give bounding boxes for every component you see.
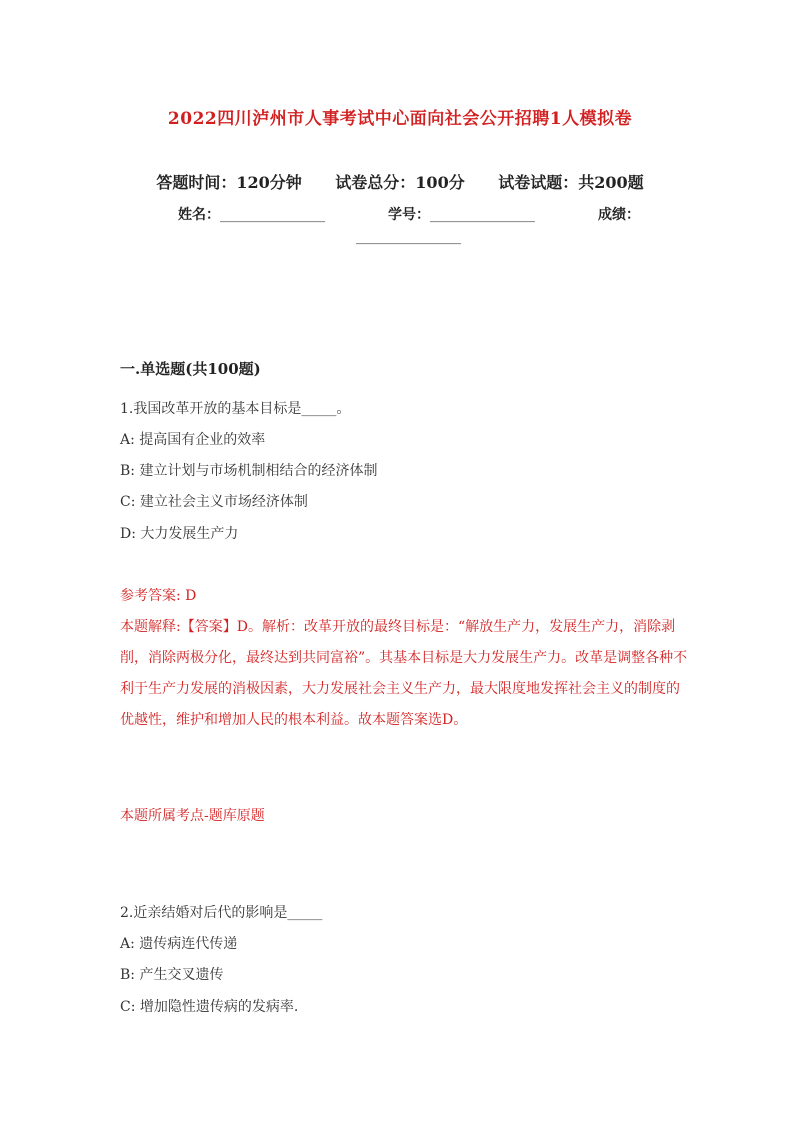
section-heading: 一.单选题(共100题) (120, 360, 261, 378)
name-blank: _______________ (220, 207, 325, 223)
exam-title: 2022四川泸州市人事考试中心面向社会公开招聘1人模拟卷 (167, 109, 633, 129)
question-1-answer: 参考答案: D (120, 588, 197, 604)
question-1-option-c: C: 建立社会主义市场经济体制 (120, 494, 308, 510)
question-1-option-d: D: 大力发展生产力 (120, 526, 239, 542)
student-id-label: 学号： (388, 207, 430, 223)
question-1-stem: 1.我国改革开放的基本目标是_____。 (120, 401, 351, 417)
question-1-explanation: 本题解释:【答案】D。解析：改革开放的最终目标是：“解放生产力，发展生产力，消除剥削，消除两极分化，最终达到共同富裕”。其基本目标是大力发展生产力。改革是调整各种不利于生产力发展的消极因素，大力发展社会主义生产力，最大限度地发挥社会主义的制度的优越性，维护和增加人民的根本利益。故本题答案选D。 (120, 619, 688, 728)
question-1-source: 本题所属考点-题库原题 (120, 808, 265, 824)
name-label: 姓名： (178, 207, 220, 223)
exam-meta (0, 170, 800, 193)
grade-blank: _______________ (356, 229, 461, 245)
student-id-blank: _______________ (430, 207, 535, 223)
exam-total-score: 试卷总分：100分 (335, 173, 465, 192)
question-2-option-b: B: 产生交叉遗传 (120, 967, 224, 983)
exam-time: 答题时间：120分钟 (156, 173, 302, 192)
exam-question-count: 试卷试题：共200题 (498, 173, 644, 192)
question-1-option-b: B: 建立计划与市场机制相结合的经济体制 (120, 463, 378, 479)
name-field (178, 204, 325, 224)
question-1-option-a: A: 提高国有企业的效率 (120, 432, 266, 448)
grade-field (598, 204, 640, 224)
question-2-option-a: A: 遗传病连代传递 (120, 936, 238, 952)
question-2-stem: 2.近亲结婚对后代的影响是_____ (120, 905, 323, 921)
grade-label: 成绩： (598, 207, 640, 223)
question-2-option-c: C: 增加隐性遗传病的发病率. (120, 999, 299, 1015)
student-id-field (388, 204, 535, 224)
